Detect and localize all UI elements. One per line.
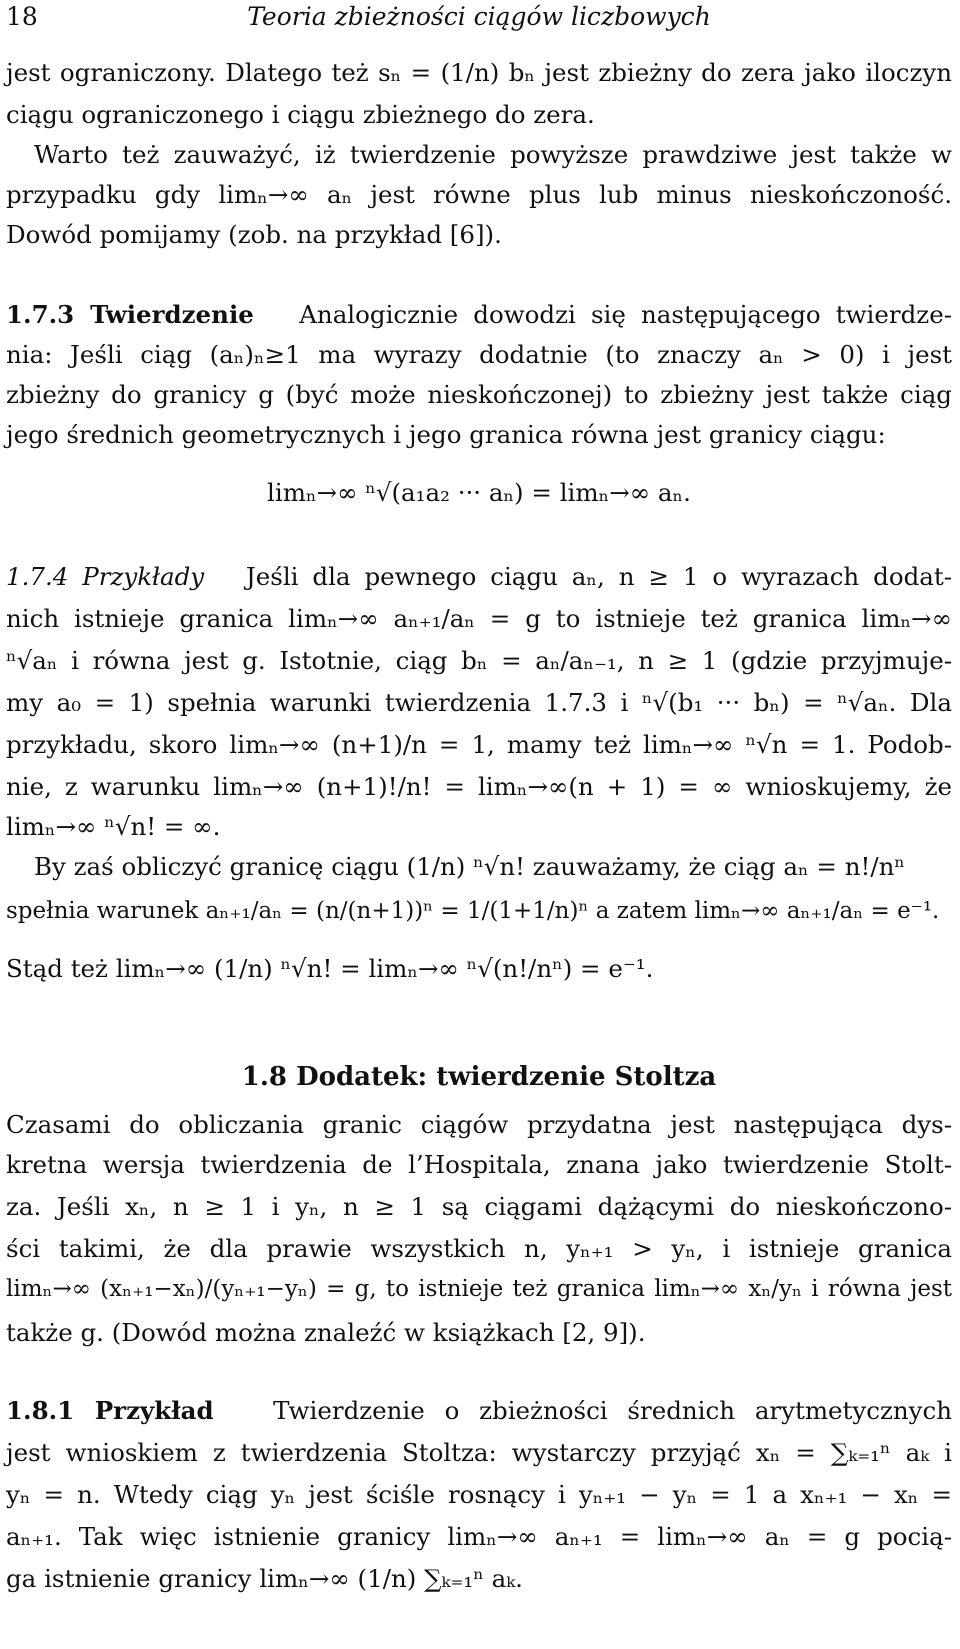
text-line: jest ograniczony. Dlatego też sₙ = (1/n) bₙ jest zbieżny do zera jako iloczyn [6, 58, 952, 87]
example-line: limₙ→∞ ⁿ√n! = ∞. [6, 812, 221, 841]
text-line: Dowód pomijamy (zob. na przykład [6]). [6, 220, 502, 249]
running-title: Teoria zbieżności ciągów liczbowych [247, 2, 711, 31]
page-header [6, 2, 952, 34]
section-line: za. Jeśli xₙ, n ≥ 1 i yₙ, n ≥ 1 są ciągami dążącymi do nieskończono- [6, 1192, 952, 1221]
text-line: przypadku gdy limₙ→∞ aₙ jest równe plus lub minus nieskończoność. [6, 180, 952, 209]
example-line: ⁿ√aₙ i równa jest g. Istotnie, ciąg bₙ = aₙ/aₙ₋₁, n ≥ 1 (gdzie przyjmuje- [6, 646, 952, 675]
theorem-label: 1.7.3 Twierdzenie [6, 300, 254, 329]
example-line [6, 562, 952, 591]
example-line [6, 852, 952, 881]
section-line: Czasami do obliczania granic ciągów przydatna jest następująca dys- [6, 1110, 952, 1139]
example-line: my a₀ = 1) spełnia warunki twierdzenia 1.7.3 i ⁿ√(b₁ ··· bₙ) = ⁿ√aₙ. Dla [6, 688, 952, 717]
theorem-line: nia: Jeśli ciąg (aₙ)ₙ≥1 ma wyrazy dodatnie (to znaczy aₙ > 0) i jest [6, 340, 952, 369]
example-line: aₙ₊₁. Tak więc istnienie granicy limₙ→∞ aₙ₊₁ = limₙ→∞ aₙ = g pocią- [6, 1522, 952, 1551]
page-number: 18 [6, 2, 38, 31]
text-line: ciągu ograniczonego i ciągu zbieżnego do zera. [6, 100, 595, 129]
section-heading: 1.8 Dodatek: twierdzenie Stoltza [241, 1062, 717, 1092]
example-line: yₙ = n. Wtedy ciąg yₙ jest ściśle rosnący i yₙ₊₁ − yₙ = 1 a xₙ₊₁ − xₙ = [6, 1480, 952, 1509]
theorem-line [6, 300, 952, 329]
example-line: nie, z warunku limₙ→∞ (n+1)!/n! = limₙ→∞(n + 1) = ∞ wnioskujemy, że [6, 772, 952, 801]
theorem-line: jego średnich geometrycznych i jego granica równa jest granicy ciągu: [6, 420, 886, 449]
example-label: 1.8.1 Przykład [6, 1396, 214, 1425]
theorem-line: zbieżny do granicy g (być może nieskończonej) to zbieżny jest także ciąg [6, 380, 952, 409]
example-text: By zaś obliczyć granicę ciągu (1/n) ⁿ√n! zauważamy, że ciąg aₙ = n!/nⁿ [34, 852, 905, 881]
example-line: przykładu, skoro limₙ→∞ (n+1)/n = 1, mamy też limₙ→∞ ⁿ√n = 1. Podob- [6, 730, 952, 759]
section-line: kretna wersja twierdzenia de l’Hospitala, znana jako twierdzenie Stolt- [6, 1150, 952, 1179]
section-line: limₙ→∞ (xₙ₊₁−xₙ)/(yₙ₊₁−yₙ) = g, to istnieje też granica limₙ→∞ xₙ/yₙ i równa jest [6, 1276, 952, 1302]
section-line: także g. (Dowód można znaleźć w książkach [2, 9]). [6, 1318, 646, 1347]
example-line: Stąd też limₙ→∞ (1/n) ⁿ√n! = limₙ→∞ ⁿ√(n!/nⁿ) = e⁻¹. [6, 954, 654, 983]
example-label: 1.7.4 Przykłady [6, 562, 205, 591]
section-line: ści takimi, że dla prawie wszystkich n, yₙ₊₁ > yₙ, i istnieje granica [6, 1234, 952, 1263]
example-text: Twierdzenie o zbieżności średnich arytmetycznych [273, 1396, 952, 1425]
example-text: Jeśli dla pewnego ciągu aₙ, n ≥ 1 o wyrazach dodat- [245, 562, 952, 591]
example-line: nich istnieje granica limₙ→∞ aₙ₊₁/aₙ = g to istnieje też granica limₙ→∞ [6, 604, 952, 633]
example-line [6, 1396, 952, 1425]
text-line-content: Warto też zauważyć, iż twierdzenie powyższe prawdziwe jest także w [34, 140, 952, 169]
text-line [6, 140, 952, 169]
example-line: spełnia warunek aₙ₊₁/aₙ = (n/(n+1))ⁿ = 1/(1+1/n)ⁿ a zatem limₙ→∞ aₙ₊₁/aₙ = e⁻¹. [6, 898, 940, 924]
example-line: jest wnioskiem z twierdzenia Stoltza: wystarczy przyjąć xₙ = ∑ₖ₌₁ⁿ aₖ i [6, 1438, 952, 1467]
example-line: ga istnienie granicy limₙ→∞ (1/n) ∑ₖ₌₁ⁿ aₖ. [6, 1564, 523, 1593]
theorem-text: Analogicznie dowodzi się następującego twierdze- [299, 300, 952, 329]
display-formula: limₙ→∞ ⁿ√(a₁a₂ ··· aₙ) = limₙ→∞ aₙ. [267, 478, 691, 507]
